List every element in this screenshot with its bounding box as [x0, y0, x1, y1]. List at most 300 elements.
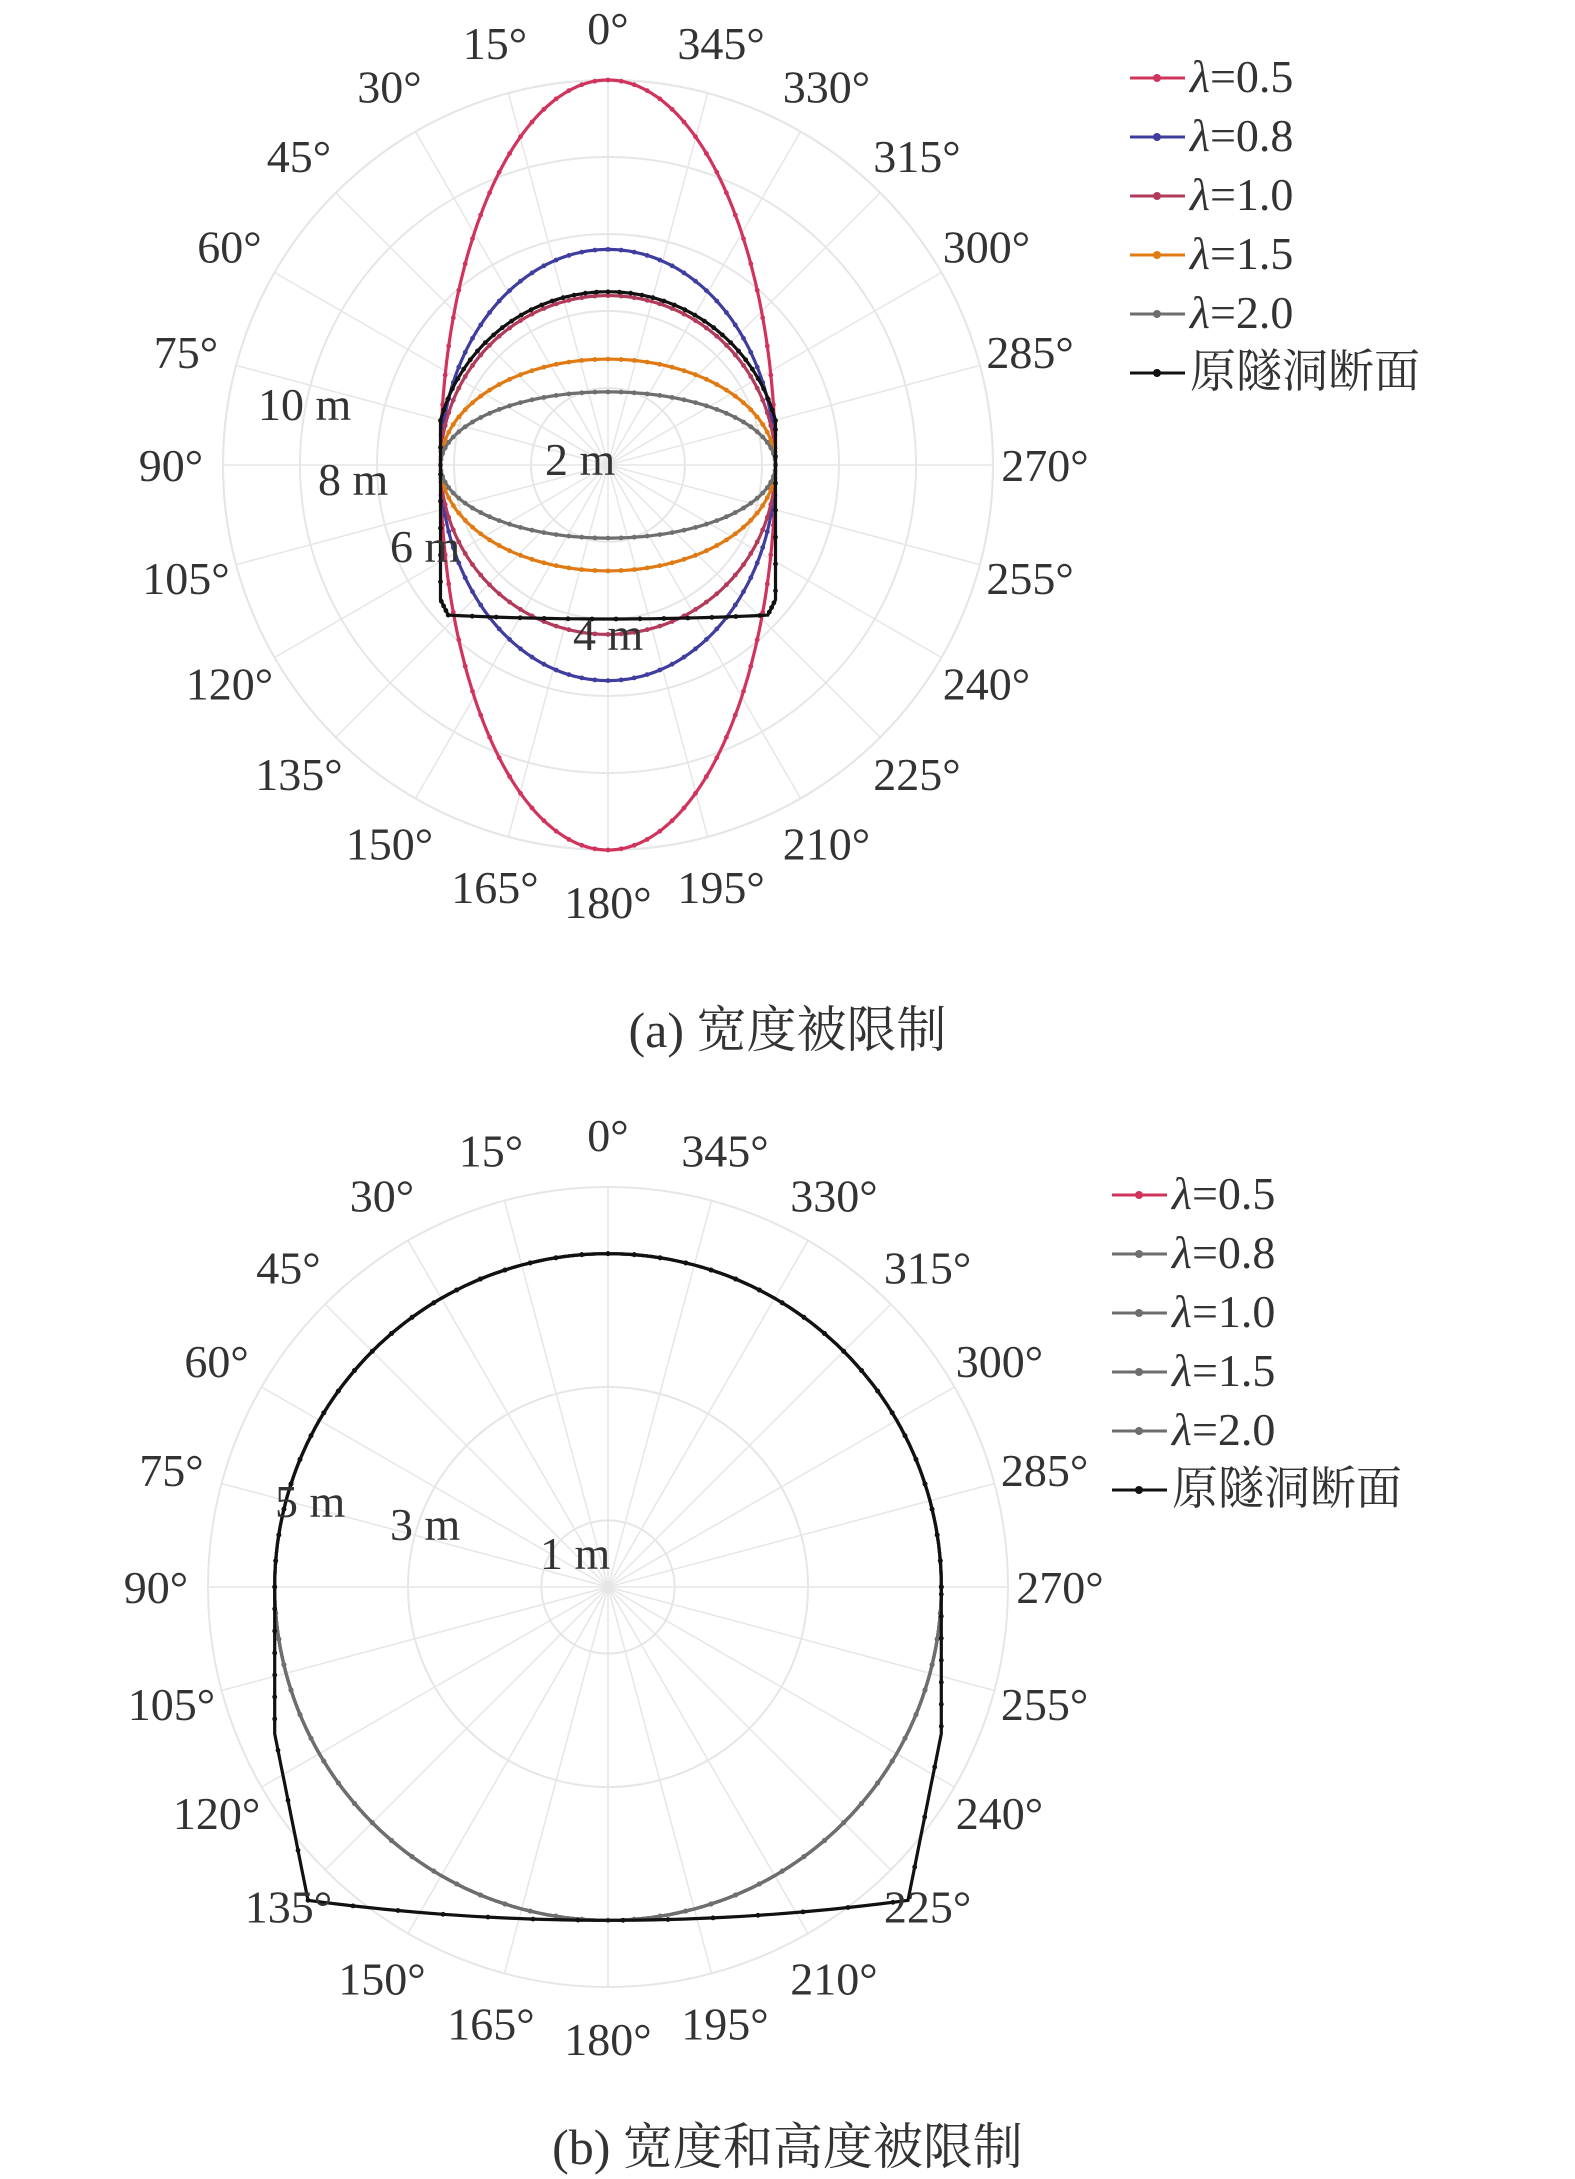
series-marker	[757, 1288, 762, 1293]
series-marker	[750, 367, 755, 372]
series-marker	[714, 334, 719, 339]
angle-tick-label: 300°	[942, 221, 1031, 273]
series-marker	[463, 501, 468, 506]
angle-tick-label: 150°	[345, 818, 434, 870]
series-marker	[912, 1865, 917, 1870]
series-marker	[606, 536, 611, 541]
legend-marker	[1135, 1368, 1143, 1376]
angle-tick-label: 45°	[266, 131, 332, 182]
angle-tick-label: 255°	[1000, 1679, 1089, 1730]
series-marker	[628, 291, 633, 296]
legend-label: λ=2.0	[1190, 287, 1294, 338]
caption-a: (a) 宽度被限制	[628, 1002, 947, 1058]
series-marker	[632, 390, 637, 395]
series-marker	[500, 325, 505, 330]
series-marker	[531, 1917, 536, 1922]
series-marker	[733, 1277, 738, 1282]
series-marker	[451, 435, 456, 440]
series-marker	[657, 258, 662, 263]
series-marker	[463, 261, 468, 266]
legend-item	[1112, 1227, 1275, 1278]
polar-grid	[208, 1187, 1008, 1987]
series-marker	[769, 605, 774, 610]
legend-label: 原隧洞断面	[1190, 346, 1420, 397]
series-marker	[728, 340, 733, 345]
series-marker	[542, 263, 547, 268]
series-marker	[475, 349, 480, 354]
series-marker	[606, 357, 611, 362]
series-marker	[760, 435, 765, 440]
series-marker	[714, 543, 719, 548]
series-marker	[801, 1910, 806, 1915]
series-marker	[741, 400, 746, 405]
series-marker	[483, 340, 488, 345]
series-marker	[446, 440, 451, 445]
series-marker	[768, 423, 773, 428]
series-marker	[487, 343, 492, 348]
legend-marker	[1153, 310, 1161, 318]
angle-tick-label: 30°	[349, 1170, 415, 1222]
series-marker	[441, 604, 446, 609]
series-marker	[579, 1252, 584, 1257]
series-marker	[773, 508, 778, 513]
series-marker	[446, 430, 451, 435]
series-marker	[478, 1277, 483, 1282]
series-marker	[478, 510, 483, 515]
angle-tick-label: 240°	[955, 1788, 1044, 1839]
series-marker	[619, 846, 624, 851]
series-marker	[802, 1854, 807, 1859]
series-marker	[761, 386, 766, 391]
series-marker	[748, 261, 753, 266]
series-marker	[431, 1869, 436, 1874]
series-marker	[923, 1688, 928, 1693]
series-marker	[693, 525, 698, 530]
series-marker	[765, 440, 770, 445]
legend-item	[1112, 1404, 1275, 1455]
series-marker	[645, 837, 650, 842]
angle-tick-label: 150°	[338, 1953, 426, 2005]
angle-tick-label: 345°	[677, 17, 765, 69]
series-marker	[733, 323, 738, 328]
series-marker	[724, 310, 729, 315]
legend-label: λ=0.5	[1172, 1168, 1276, 1219]
series-marker	[518, 134, 523, 139]
series-marker	[606, 247, 611, 252]
radial-tick-label: 3 m	[390, 1499, 461, 1550]
series-marker	[321, 1759, 326, 1764]
series-marker	[645, 298, 650, 303]
legend-item	[1112, 1463, 1402, 1514]
legend-item	[1130, 346, 1420, 397]
series-marker	[645, 534, 650, 539]
series-marker	[554, 668, 559, 673]
series-marker	[704, 326, 709, 331]
series-marker	[550, 299, 555, 304]
series-marker	[351, 1904, 356, 1909]
series-marker	[693, 607, 698, 612]
series-marker	[748, 407, 753, 412]
series-marker	[487, 582, 492, 587]
series-marker	[439, 599, 444, 604]
angle-tick-label: 135°	[244, 1881, 333, 1933]
series-marker	[530, 528, 535, 533]
series-marker	[336, 1781, 341, 1786]
angle-tick-label: 300°	[955, 1336, 1044, 1387]
series-marker	[657, 829, 662, 834]
series-marker	[890, 1759, 895, 1764]
series-marker	[733, 614, 738, 619]
series-marker	[593, 390, 598, 395]
radial-tick-label: 6 m	[390, 521, 461, 572]
series-marker	[497, 299, 502, 304]
series-marker	[714, 299, 719, 304]
series-marker	[282, 1662, 287, 1667]
series-marker	[518, 615, 523, 620]
series-marker	[741, 589, 746, 594]
angle-tick-label: 195°	[681, 1998, 769, 2050]
grid-spoke	[408, 1587, 608, 1933]
series-marker	[657, 624, 662, 629]
series-marker	[709, 1268, 714, 1273]
grid-spoke	[608, 1241, 808, 1587]
series-marker	[518, 318, 523, 323]
series-marker	[487, 190, 492, 195]
series-marker	[441, 407, 446, 412]
series-marker	[683, 1261, 688, 1266]
series-marker	[704, 403, 709, 408]
series-marker	[841, 1349, 846, 1354]
series-marker	[497, 627, 502, 632]
series-marker	[748, 664, 753, 669]
series-marker	[593, 678, 598, 683]
series-marker	[733, 353, 738, 358]
series-marker	[272, 1651, 277, 1656]
series-marker	[733, 510, 738, 515]
angle-tick-label: 225°	[883, 1881, 972, 1933]
series-marker	[682, 397, 687, 402]
series-marker	[780, 1869, 785, 1874]
series-marker	[443, 502, 448, 507]
series-marker	[606, 78, 611, 83]
series-marker	[576, 1918, 581, 1923]
series-marker	[768, 502, 773, 507]
angle-tick-label: 180°	[564, 877, 652, 928]
series-marker	[456, 288, 461, 293]
series-marker	[922, 1815, 927, 1820]
series-marker	[773, 535, 778, 540]
series-marker	[507, 288, 512, 293]
series-marker	[657, 668, 662, 673]
series-marker	[594, 290, 599, 295]
series-marker	[518, 279, 523, 284]
series-marker	[939, 1614, 944, 1619]
series-marker	[470, 363, 475, 368]
grid-spoke	[608, 1587, 808, 1933]
series-marker	[487, 735, 492, 740]
angle-tick-label: 210°	[782, 818, 871, 870]
series-marker	[396, 1908, 401, 1913]
series-marker	[456, 429, 461, 434]
radial-tick-label: 10 m	[258, 379, 352, 430]
radial-tick-label: 5 m	[275, 1476, 346, 1527]
angle-tick-label: 180°	[564, 2014, 652, 2065]
series-marker	[662, 616, 667, 621]
series-marker	[446, 410, 451, 415]
series-marker	[528, 1909, 533, 1914]
series-marker	[760, 422, 765, 427]
series-marker	[478, 415, 483, 420]
series-marker	[741, 562, 746, 567]
series-marker	[497, 755, 502, 760]
series-marker	[767, 610, 772, 615]
series-marker	[682, 312, 687, 317]
series-marker	[780, 1300, 785, 1305]
series-marker	[765, 495, 770, 500]
series-marker	[714, 382, 719, 387]
radial-tick-label: 8 m	[318, 454, 389, 505]
series-marker	[579, 390, 584, 395]
series-marker	[470, 525, 475, 530]
series-marker	[470, 689, 475, 694]
series-marker	[486, 1915, 491, 1920]
series-marker	[579, 358, 584, 363]
series-marker	[632, 676, 637, 681]
series-marker	[445, 397, 450, 402]
series-marker	[507, 774, 512, 779]
series-marker	[757, 1882, 762, 1887]
series-marker	[579, 250, 584, 255]
series-marker	[773, 562, 778, 567]
series-marker	[666, 1917, 671, 1922]
series-marker	[645, 672, 650, 677]
series-marker	[470, 589, 475, 594]
series-marker	[890, 1410, 895, 1415]
series-marker	[661, 299, 666, 304]
series-marker	[456, 415, 461, 420]
legend-marker	[1135, 1427, 1143, 1435]
series-marker	[645, 392, 650, 397]
series-marker	[530, 557, 535, 562]
series-marker	[542, 560, 547, 565]
grid-spoke	[325, 1587, 608, 1870]
series-marker	[670, 263, 675, 268]
angle-tick-label: 15°	[458, 1125, 524, 1177]
series-marker	[579, 295, 584, 300]
polar-chart-a	[0, 0, 1575, 1087]
series-marker	[554, 1255, 559, 1260]
series-marker	[370, 1820, 375, 1825]
series-marker	[714, 627, 719, 632]
series-marker	[670, 107, 675, 112]
legend	[1130, 51, 1420, 397]
series-marker	[765, 485, 770, 490]
series-marker	[755, 386, 760, 391]
series-marker	[518, 646, 523, 651]
series-marker	[518, 400, 523, 405]
series-marker	[478, 353, 483, 358]
series-marker	[567, 534, 572, 539]
series-marker	[645, 360, 650, 365]
series-marker	[755, 540, 760, 545]
legend-marker	[1135, 1309, 1143, 1317]
angle-tick-label: 345°	[681, 1125, 769, 1177]
series-marker	[519, 313, 524, 318]
angle-tick-label: 270°	[1001, 440, 1089, 491]
series-marker	[935, 1533, 940, 1538]
legend-label: λ=1.0	[1190, 169, 1294, 220]
series-marker	[714, 755, 719, 760]
series-marker	[507, 377, 512, 382]
angle-tick-label: 270°	[1016, 1562, 1104, 1613]
series-marker	[389, 1331, 394, 1336]
series-marker	[741, 506, 746, 511]
series-marker	[593, 536, 598, 541]
chart-panel-b	[0, 1087, 1575, 2174]
series-marker	[276, 1748, 281, 1753]
series-marker	[733, 1893, 738, 1898]
series-marker	[755, 637, 760, 642]
series-marker	[930, 1507, 935, 1512]
series-marker	[765, 430, 770, 435]
grid-spoke	[608, 1304, 891, 1587]
series-marker	[470, 614, 475, 619]
series-marker	[645, 627, 650, 632]
series-marker	[773, 588, 778, 593]
series-marker	[444, 608, 449, 613]
series-marker	[446, 485, 451, 490]
series-marker	[554, 96, 559, 101]
series-marker	[692, 313, 697, 318]
series-marker	[632, 358, 637, 363]
series-marker	[657, 302, 662, 307]
series-marker	[583, 291, 588, 296]
angle-tick-label: 225°	[873, 749, 961, 800]
angle-tick-label: 135°	[255, 749, 343, 800]
series-marker	[497, 591, 502, 596]
series-marker	[530, 397, 535, 402]
series-marker	[518, 553, 523, 558]
series-marker	[561, 295, 566, 300]
series-marker	[487, 411, 492, 416]
series-marker	[724, 582, 729, 587]
series-marker	[619, 568, 624, 573]
series-marker	[733, 603, 738, 608]
series-marker	[309, 1736, 314, 1741]
series-marker	[714, 170, 719, 175]
series-marker	[765, 515, 770, 520]
series-marker	[443, 446, 448, 451]
series-marker	[903, 1433, 908, 1438]
series-marker	[518, 791, 523, 796]
series-marker	[487, 514, 492, 519]
series-marker	[461, 367, 466, 372]
series-marker	[770, 407, 775, 412]
series-marker	[298, 1712, 303, 1717]
angle-tick-label: 75°	[139, 1445, 204, 1496]
series-marker	[567, 672, 572, 677]
series-marker	[542, 818, 547, 823]
series-marker	[682, 655, 687, 660]
series-marker	[670, 818, 675, 823]
series-marker	[487, 388, 492, 393]
series-marker	[693, 553, 698, 558]
series-marker	[572, 293, 577, 298]
series-marker	[760, 398, 765, 403]
series-marker	[579, 82, 584, 87]
series-marker	[470, 236, 475, 241]
series-marker	[748, 374, 753, 379]
series-marker	[657, 393, 662, 398]
series-marker	[554, 362, 559, 367]
legend-marker	[1153, 369, 1161, 377]
series-marker	[693, 372, 698, 377]
angle-tick-label: 75°	[153, 326, 219, 378]
series-marker	[822, 1838, 827, 1843]
caption-b: (b) 宽度和高度被限制	[552, 2119, 1023, 2175]
series-marker	[507, 522, 512, 527]
legend-label: λ=1.5	[1190, 228, 1294, 279]
series-marker	[724, 343, 729, 348]
series-marker	[503, 1268, 508, 1273]
series-marker	[755, 511, 760, 516]
series-marker	[632, 567, 637, 572]
angle-tick-label: 285°	[1000, 1445, 1089, 1496]
series-marker	[760, 503, 765, 508]
series-marker	[632, 295, 637, 300]
angle-tick-label: 120°	[172, 1788, 261, 1839]
series-marker	[470, 506, 475, 511]
series-marker	[443, 423, 448, 428]
series-marker	[530, 655, 535, 660]
polar-chart-b	[0, 1087, 1575, 2174]
legend-marker	[1153, 192, 1161, 200]
series-marker	[272, 1629, 277, 1634]
series-marker	[463, 575, 468, 580]
series-marker	[682, 368, 687, 373]
series-marker	[446, 515, 451, 520]
legend-marker	[1153, 251, 1161, 259]
legend-item	[1112, 1286, 1275, 1337]
series-marker	[938, 1558, 943, 1563]
series-marker	[276, 1637, 281, 1642]
series-marker	[704, 600, 709, 605]
series-marker	[567, 360, 572, 365]
series-marker	[567, 253, 572, 258]
series-marker	[914, 1712, 919, 1717]
series-marker	[658, 1914, 663, 1919]
angle-tick-label: 15°	[462, 17, 528, 69]
series-marker	[478, 531, 483, 536]
series-marker	[478, 394, 483, 399]
series-marker	[704, 548, 709, 553]
legend-item	[1112, 1345, 1275, 1396]
grid-spoke	[608, 365, 980, 465]
series-marker	[446, 344, 451, 349]
series-marker	[554, 258, 559, 263]
series-marker	[468, 357, 473, 362]
series-marker	[693, 646, 698, 651]
angle-tick-label: 0°	[587, 3, 629, 54]
series-marker	[542, 662, 547, 667]
series-marker	[451, 315, 456, 320]
series-marker	[298, 1457, 303, 1462]
series-marker	[682, 120, 687, 125]
series-marker	[704, 288, 709, 293]
series-marker	[491, 333, 496, 338]
series-marker	[702, 319, 707, 324]
series-marker	[509, 319, 514, 324]
